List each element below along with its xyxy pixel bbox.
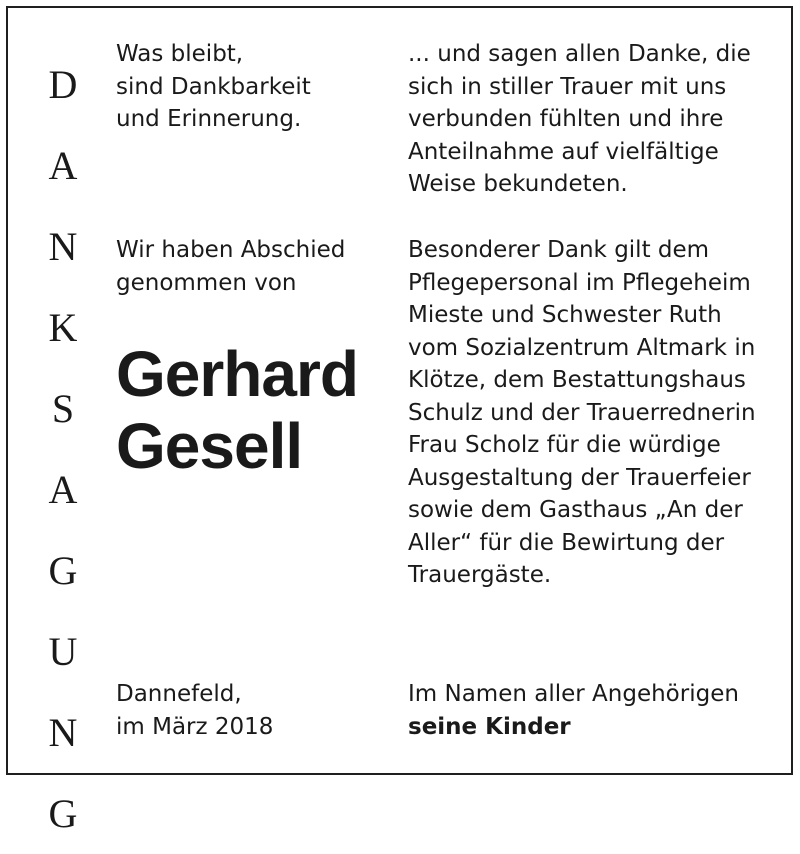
signature: seine Kinder — [408, 713, 571, 740]
heading-letter: N — [48, 224, 78, 269]
last-name: Gesell — [116, 410, 303, 482]
signoff-block — [408, 678, 766, 743]
heading-letter: G — [48, 791, 78, 836]
place-date-block — [116, 678, 386, 743]
special-line: Frau Scholz für die würdige — [408, 432, 721, 458]
quote-line: Was bleibt, — [116, 41, 244, 67]
farewell-line: genommen von — [116, 269, 297, 296]
quote-block — [116, 38, 386, 136]
special-line: Klötze, dem Bestattungshaus — [408, 367, 746, 393]
special-line: Aller“ für die Bewirtung der — [408, 529, 725, 556]
heading-letter: G — [48, 548, 78, 593]
vertical-heading — [8, 44, 118, 854]
thanks-block — [408, 38, 766, 201]
special-line: sowie dem Gasthaus „An der — [408, 497, 743, 523]
heading-letter: A — [48, 143, 78, 188]
heading-letter: A — [48, 467, 78, 512]
special-line: Pflegepersonal im Pflegeheim — [408, 269, 751, 296]
heading-letter: D — [48, 62, 78, 107]
quote-line: und Erinnerung. — [116, 106, 302, 132]
notice-frame — [6, 6, 793, 836]
special-thanks-block — [408, 234, 766, 592]
special-line: vom Sozialzentrum Altmark in — [408, 334, 756, 361]
thanks-line: Weise bekundeten. — [408, 171, 628, 197]
special-line: Besonderer Dank gilt dem — [408, 237, 710, 263]
signoff: Im Namen aller Angehörigen — [408, 681, 739, 707]
thanks-line: sich in stiller Trauer mit uns — [408, 73, 727, 100]
farewell-block — [116, 234, 386, 299]
special-line: Mieste und Schwester Ruth — [408, 302, 722, 328]
place: Dannefeld, — [116, 681, 242, 707]
heading-letter: S — [51, 386, 75, 431]
first-name: Gerhard — [116, 338, 358, 410]
date: im März 2018 — [116, 713, 274, 740]
special-line: Trauergäste. — [408, 562, 552, 588]
quote-line: sind Dankbarkeit — [116, 73, 311, 100]
thanks-line: ... und sagen allen Danke, die — [408, 41, 751, 67]
heading-letter: U — [48, 629, 78, 674]
thanks-line: Anteilnahme auf vielfältige — [408, 138, 719, 165]
deceased-name — [116, 338, 358, 482]
special-line: Ausgestaltung der Trauerfeier — [408, 464, 751, 491]
farewell-line: Wir haben Abschied — [116, 237, 346, 263]
heading-letter: N — [48, 710, 78, 755]
heading-letter: K — [48, 305, 78, 350]
thanks-line: verbunden fühlten und ihre — [408, 106, 724, 132]
special-line: Schulz und der Trauerrednerin — [408, 399, 756, 426]
